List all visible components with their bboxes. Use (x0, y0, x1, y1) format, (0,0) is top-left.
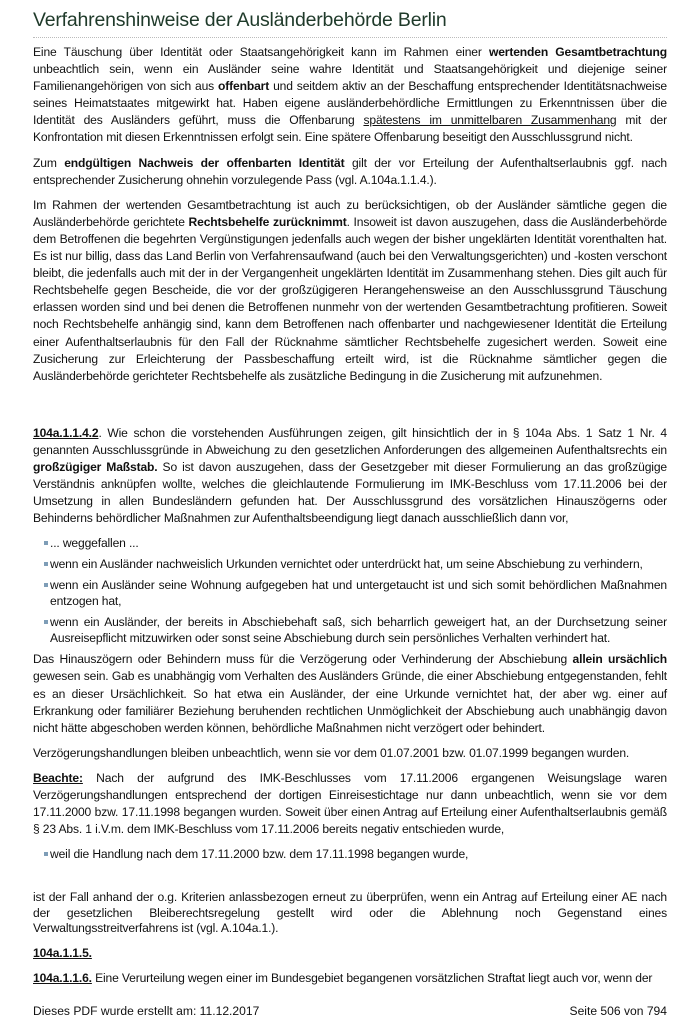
page-title: Verfahrenshinweise der Ausländerbehörde Berlin (33, 8, 667, 38)
paragraph (33, 155, 667, 189)
emphasis-text: wertenden Gesamtbetrachtung (488, 45, 667, 59)
text-run: Im Rahmen der wertenden Gesamtbetrachtung ist auch zu berücksichtigen, ob der Ausländer sämtliche gegen die Ausländerbehörde gerichtete (33, 197, 667, 229)
paragraph (33, 197, 667, 385)
paragraph (33, 745, 667, 762)
text-run: unbeachtlich sein, wenn ein Ausländer seine wahre Identität und Staatsangehörigkeit und diejenige seiner Familienangehörigen von sich aus (33, 62, 667, 94)
list-item: wenn ein Ausländer seine Wohnung aufgegeben hat und untergetaucht ist und sich somit behördlichen Maßnahmen entzogen hat, (45, 577, 667, 609)
text-run: Zum (33, 155, 65, 170)
paragraph (33, 44, 667, 147)
document-body (33, 44, 667, 995)
list-item: weil die Handlung nach dem 17.11.2000 bzw. dem 17.11.1998 begangen wurde, (45, 846, 667, 862)
section-reference: 104a.1.1.4.2 (33, 425, 99, 440)
list-item: wenn ein Ausländer nachweislich Urkunden vernichtet oder unterdrückt hat, um seine Abschiebung zu verhindern, (45, 556, 667, 572)
emphasis-text: großzügiger Maßstab. (33, 459, 158, 474)
text-run: Eine Täuschung über Identität oder Staatsangehörigkeit kann im Rahmen einer (33, 45, 489, 59)
text-run: Eine Verurteilung wegen einer im Bundesgebiet begangenen vorsätzlichen Straftat liegt auch vor, wenn der (91, 970, 653, 985)
list-item: wenn ein Ausländer, der bereits in Abschiebehaft saß, sich beharrlich geweigert hat, an der Durchsetzung seiner Ausreisepflicht mitzuwirken oder sonst seine Abschiebung durch sein persönliches Verhalten verhindert hat. (45, 614, 667, 646)
text-run: ist der Fall anhand der o.g. Kriterien anlassbezogen erneut zu überprüfen, wenn ein Antrag auf Erteilung einer AE nach der gesetzlichen Bleiberechtsregelung gestellt wird oder die Ablehnung noch Gegenstand eines Verwaltungsstreitverfahrens ist (vgl. A.104a.1.). (33, 890, 667, 936)
paragraph (33, 770, 667, 838)
emphasis-text: allein ursächlich (572, 652, 667, 667)
text-run: gewesen sein. Gab es unabhängig vom Verhalten des Ausländers Gründe, die einer Abschiebung entgegenstanden, fehlt es an dieser Ursächlichkeit. So hat etwa ein Ausländer, der eine Urkunde vernichtet hat, der aber wg. einer auf Erkrankung oder familiärer Beziehung beruhenden rechtlichen Unmöglichkeit der Abschiebung auch unabhängig davon nicht hätte abgeschoben werden können, behördliche Maßnahmen nicht verzögert oder behindert. (33, 669, 667, 735)
text-run: So ist davon auszugehen, dass der Gesetzgeber mit dieser Formulierung an das großzügige Verständnis anknüpfen wollte, welches die gleichlautende Formulierung im IMK-Beschluss vom 17.11.2006 bei der Umsetzung in allen Bundesländern gefunden hat. Der Ausschlussgrund des vorsätzlichen Hinauszögerns oder Behinderns behördlicher Maßnahmen zur Aufenthaltsbeendigung liegt danach ausschließlich dann vor, (33, 459, 667, 526)
paragraph (33, 890, 667, 937)
page-number: Seite 506 von 794 (569, 1003, 667, 1018)
page-footer (33, 995, 667, 1019)
paragraph (33, 945, 667, 962)
emphasis-text: Rechtsbehelfe zurücknimmt (188, 214, 347, 229)
section-reference: 104a.1.1.6. (33, 970, 92, 985)
text-run: Verzögerungshandlungen bleiben unbeachtlich, wenn sie vor dem 01.07.2001 bzw. 01.07.1999 begangen wurden. (33, 745, 630, 760)
paragraph (33, 651, 667, 736)
blank-paragraph (33, 393, 667, 425)
text-run: und seitdem aktiv an der Beschaffung entsprechender Identitätsnachweise seines Heimatstaates mitgewirkt hat. Haben eigene ausländerbehördliche Ermittlungen zu Erkenntnissen über die Identität des Ausländers geführt, muss die Offenbarung (33, 79, 667, 128)
text-run: mit der Konfrontation mit diesen Erkenntnissen erfolgt sein. Eine spätere Offenbarung beseitigt den Ausschlussgrund nicht. (33, 113, 667, 145)
paragraph (33, 425, 667, 528)
bullet-list (33, 846, 667, 862)
underlined-text: spätestens im unmittelbaren Zusammenhang (363, 113, 617, 128)
list-item: ... weggefallen ... (45, 535, 667, 551)
emphasis-text: offenbart (218, 79, 270, 94)
paragraph (33, 970, 667, 987)
section-reference: Beachte: (33, 770, 83, 785)
section-reference: 104a.1.1.5. (33, 945, 92, 960)
text-run: Das Hinauszögern oder Behindern muss für die Verzögerung oder Verhinderung der Abschiebung (33, 652, 573, 667)
text-run: Nach der aufgrund des IMK-Beschlusses vom 17.11.2006 ergangenen Weisungslage waren Verzögerungshandlungen entsprechend der dortigen Einreisestichtage nur dann unbeachtlich, wenn sie vor dem 17.11.2000 bzw. 17.11.1998 begangen wurden. Soweit über einen Antrag auf Erteilung einer Aufenthaltserlaubnis gemäß § 23 Abs. 1 i.V.m. dem IMK-Beschluss vom 17.11.2006 bereits negativ entschieden wurde, (33, 770, 667, 837)
text-run: . Wie schon die vorstehenden Ausführungen zeigen, gilt hinsichtlich der in § 104a Abs. 1 Satz 1 Nr. 4 genannten Ausschlussgründe in Abweichung zu den gesetzlichen Anforderungen des allgemeinen Aufenthaltsrechts ein (33, 425, 667, 457)
pdf-created-date: Dieses PDF wurde erstellt am: 11.12.2017 (33, 1003, 260, 1018)
bullet-list (33, 535, 667, 646)
emphasis-text: endgültigen Nachweis der offenbarten Identität (64, 155, 345, 170)
text-run: gilt der vor Erteilung der Aufenthaltserlaubnis ggf. nach entsprechender Zusicherung ohnehin vorzulegende Pass (vgl. A.104a.1.1.4.). (33, 155, 667, 187)
text-run: . Insoweit ist davon auszugehen, dass die Ausländerbehörde dem Betroffenen die begehrten Vergünstigungen jedenfalls auch wegen der bisher ungeklärten Identität vorenthalten hat. Es ist nur billig, dass das Land Berlin von Verfahrensaufwand (auch bei den Verwaltungsgerichten) und -kosten verschont bleibt, die jedenfalls auch mit der in der Vergangenheit ungeklärten Identität im Zusammenhang stehen. Dies gilt auch für Rechtsbehelfe gegen Bescheide, die vor der großzügigeren Herangehensweise an den Ausschlussgrund Täuschung erlassen worden sind und bei denen die Betroffenen nunmehr von der wertenden Gesamtbetrachtung profitieren. Soweit noch Rechtsbehelfe anhängig sind, kann dem Betroffenen nach offenbarter und nachgewiesener Identität die Erteilung einer Aufenthaltserlaubnis für den Fall der Rücknahme sämtlicher Rechtsbehelfe zugesichert werden. Soweit eine Zusicherung zur Erleichterung der Passbeschaffung erteilt wird, ist die Rücknahme sämtlicher gegen die Ausländerbehörde gerichteter Rechtsbehelfe als zusätzliche Bedingung in die Zusicherung mit aufzunehmen. (33, 214, 667, 383)
